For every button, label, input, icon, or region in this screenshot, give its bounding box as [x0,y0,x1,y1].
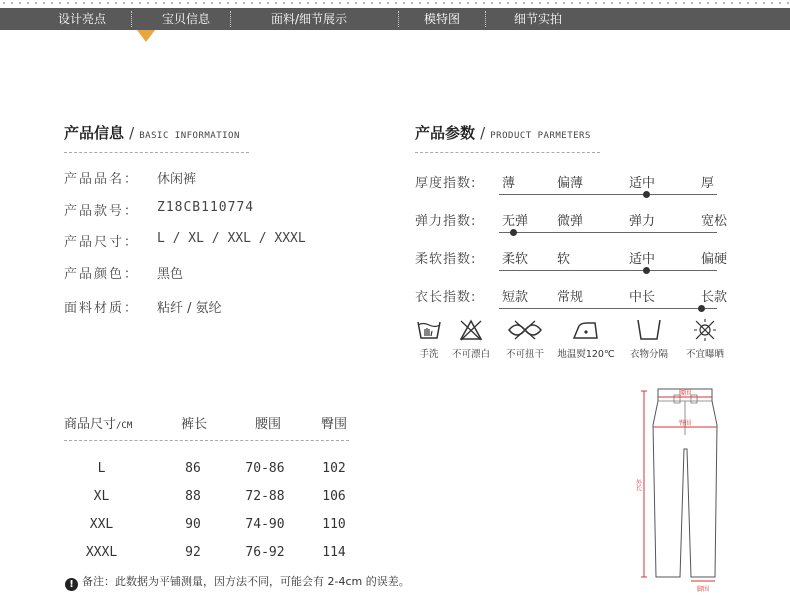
size-table-cell: XL [93,489,110,504]
care-label: 地温熨120℃ [557,349,615,360]
param-option: 宽松 [701,214,728,229]
nav-item-fabric-details[interactable]: 面料/细节展示 [271,12,348,26]
size-table-header-hip: 臀围 [321,417,348,432]
warning-icon: ! [65,578,78,591]
param-option: 薄 [502,176,516,191]
param-option: 柔软 [502,252,529,267]
care-label: 不宜曝晒 [685,349,724,360]
hand-wash-icon [416,318,442,342]
params-heading: 产品参数 / PRODUCT PARMETERS [415,124,591,142]
care-label: 手洗 [419,349,439,360]
size-table-header-size [64,413,132,432]
size-table-cell: L [97,461,106,476]
size-table-cell: XXL [89,517,114,532]
nav-item-detail-shots[interactable]: 细节实拍 [514,12,563,26]
size-table-cell: 102 [322,461,346,476]
param-label: 弹力指数: [415,214,477,229]
param-scale-track [499,270,717,271]
size-table-cell: 110 [322,517,346,532]
top-dotted-border [0,0,790,6]
diagram-label-outer-length: 外长 [634,479,642,491]
pants-outline-icon [653,389,717,577]
size-table-header-length: 裤长 [181,417,208,432]
param-option: 长款 [701,290,728,305]
iron-low-icon [569,318,603,342]
param-scale-marker [643,267,650,274]
param-scale-track [499,308,717,309]
param-scale-track [499,194,717,195]
nav-item-product-info[interactable]: 宝贝信息 [162,12,211,26]
param-option: 适中 [629,252,656,267]
nav-separator [131,11,132,27]
param-label: 厚度指数: [415,176,477,191]
param-scale-marker [698,305,705,312]
size-table-cell: 76-92 [245,545,285,560]
params-title: 产品参数 [415,124,476,142]
diagram-label-hip: 臀围 [678,420,692,427]
size-table-cell: 114 [322,545,346,560]
divider [64,440,349,441]
params-subtitle: PRODUCT PARMETERS [490,131,591,141]
diagram-label-waist: 腰围 [678,390,692,397]
no-bleach-icon [458,318,484,342]
param-option: 适中 [629,176,656,191]
info-subtitle: BASIC INFORMATION [139,131,240,141]
care-wash-separately [626,318,672,360]
size-table-cell: 72-88 [245,489,285,504]
measurement-note [65,573,410,591]
param-option: 无弹 [502,214,529,229]
size-table-cell: 106 [322,489,346,504]
size-table-cell: 90 [185,517,201,532]
divider [64,152,249,153]
divider [415,152,600,153]
param-label: 柔软指数: [415,252,477,267]
param-option: 软 [557,252,571,267]
info-value-color: 黑色 [157,267,184,282]
info-label-material: 面料材质： [64,301,140,316]
info-value-material: 粘纤 / 氨纶 [157,301,222,316]
care-no-sun-dry [681,318,729,360]
param-option: 微弹 [557,214,584,229]
pants-measurement-diagram [636,385,736,595]
info-label-sizes: 产品尺寸： [64,235,140,250]
param-option: 短款 [502,290,529,305]
param-label: 衣长指数: [415,290,477,305]
param-option: 偏硬 [701,252,728,267]
section-nav-bar [0,8,790,30]
param-option: 常规 [557,290,584,305]
size-header-label: 商品尺寸 [64,417,117,432]
size-header-unit: /CM [116,421,133,431]
info-heading: 产品信息 / BASIC INFORMATION [64,124,240,142]
info-value-name: 休闲裤 [157,172,197,187]
care-label: 不可漂白 [451,349,490,360]
size-table-header-waist: 腰围 [255,417,282,432]
wash-separately-icon [635,318,663,342]
size-table-cell: 74-90 [245,517,285,532]
param-option: 偏薄 [557,176,584,191]
size-table-cell: 92 [185,545,201,560]
param-scale-marker [510,229,517,236]
info-label-color: 产品颜色： [64,267,140,282]
info-title: 产品信息 [64,124,125,142]
diagram-label-hem: 脚围 [696,586,710,593]
note-text: 备注：此数据为平铺测量，因方法不同，可能会有 2-4cm 的误差。 [82,575,410,588]
size-table-cell: 70-86 [245,461,285,476]
care-no-wring [502,318,548,360]
size-table-cell: 86 [185,461,201,476]
care-hand-wash [416,318,442,360]
no-sun-dry-icon [692,318,718,342]
nav-item-design-highlights[interactable]: 设计亮点 [58,12,107,26]
param-option: 厚 [701,176,715,191]
nav-separator [485,11,486,27]
no-wring-icon [505,318,545,342]
param-option: 中长 [629,290,656,305]
info-value-sizes: L / XL / XXL / XXXL [157,231,306,246]
care-label: 不可扭干 [505,349,544,360]
care-iron [556,318,616,360]
info-label-style-no: 产品款号： [64,204,140,219]
nav-item-model-photos[interactable]: 模特图 [424,12,461,26]
nav-separator [230,11,231,27]
care-label: 衣物分隔 [629,349,668,360]
active-nav-indicator-icon [137,30,155,42]
param-scale-track [499,232,717,233]
info-label-name: 产品品名： [64,172,140,187]
info-value-style-no: Z18CB110774 [157,200,255,215]
nav-separator [398,11,399,27]
size-table-cell: XXXL [85,545,118,560]
care-no-bleach [448,318,494,360]
param-scale-marker [643,191,650,198]
size-table-cell: 88 [185,489,201,504]
param-option: 弹力 [629,214,656,229]
